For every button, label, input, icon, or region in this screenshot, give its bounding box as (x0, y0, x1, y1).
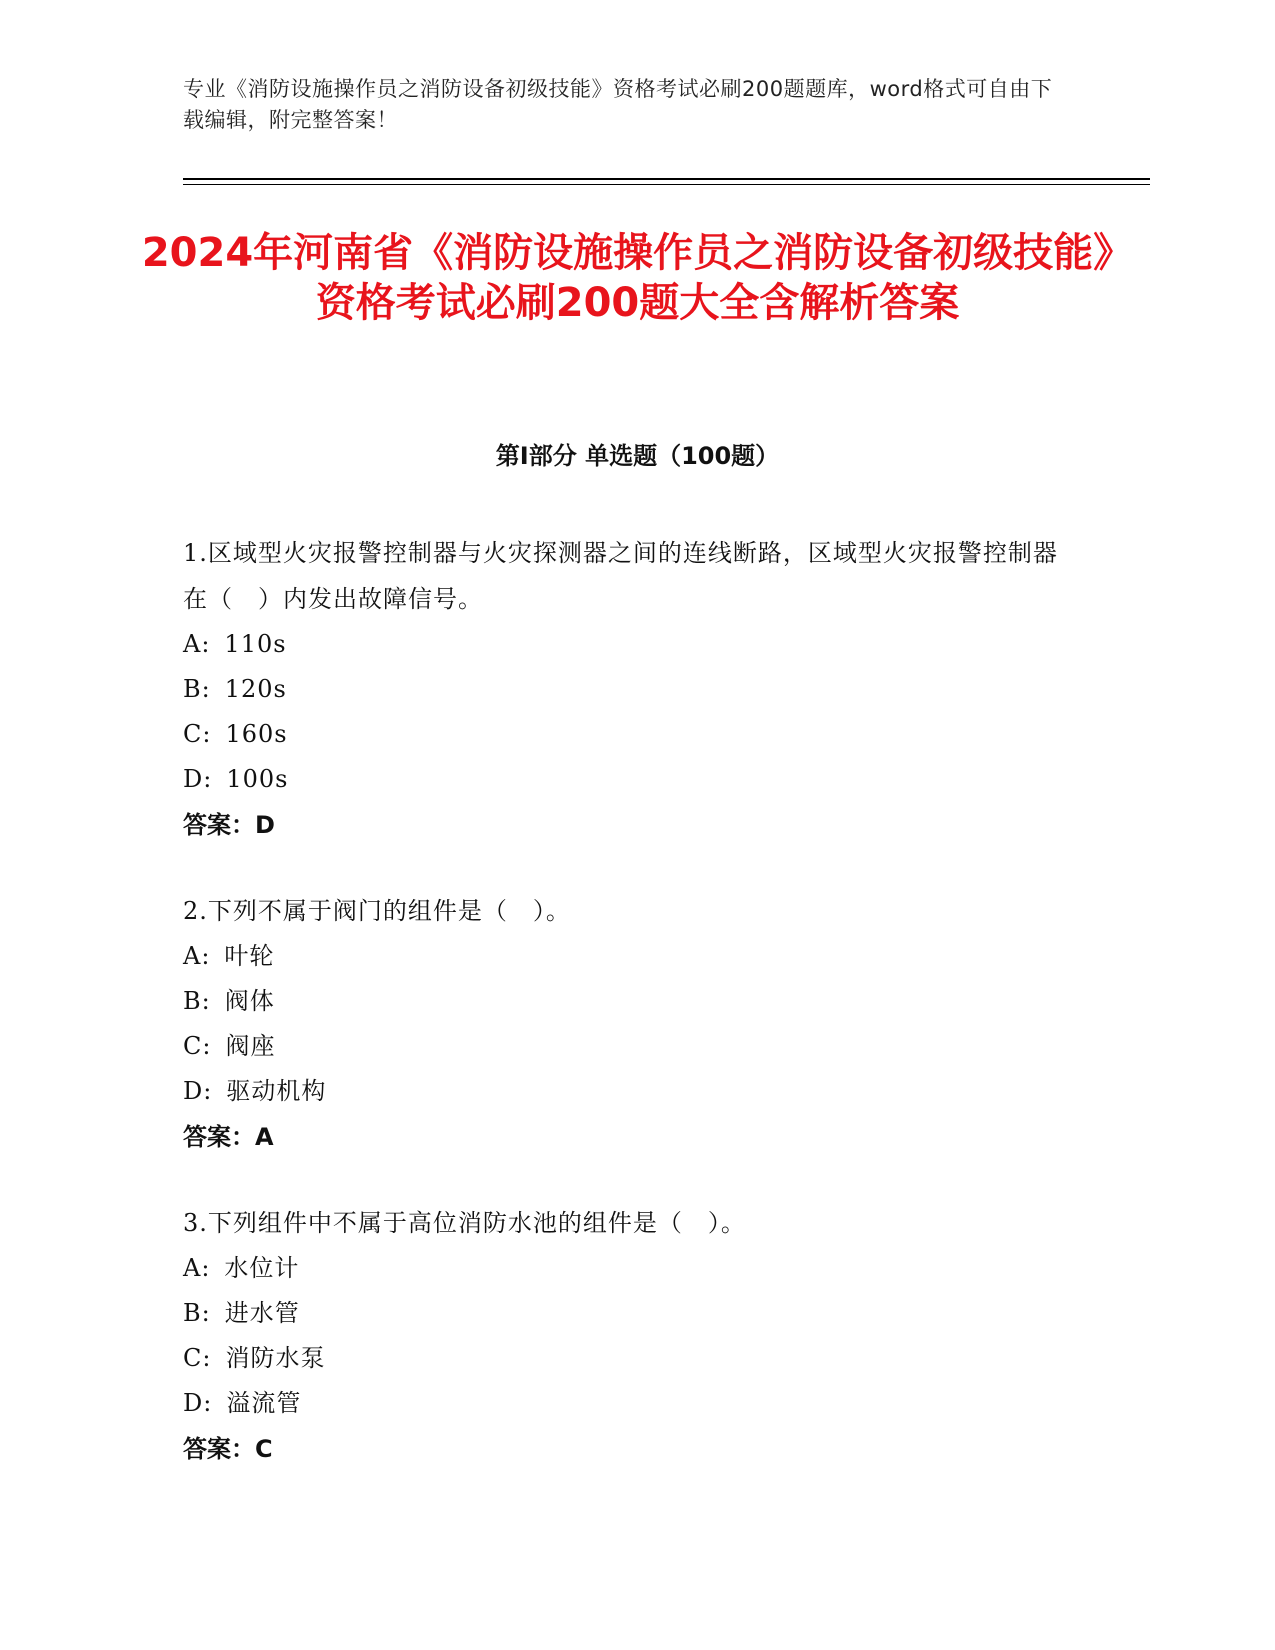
option-d (183, 1381, 1063, 1426)
option-text: 阀体 (224, 987, 275, 1015)
question-stem: 2.下列不属于阀门的组件是（ ）。 (183, 897, 571, 925)
option-d (183, 757, 1063, 802)
option-key: D: (183, 765, 213, 793)
option-c (183, 1024, 1063, 1069)
option-key: B: (183, 987, 211, 1015)
option-key: C: (183, 1032, 212, 1060)
header-rule-thick (183, 178, 1150, 180)
option-text: 水位计 (224, 1254, 300, 1282)
option-text: 溢流管 (226, 1389, 302, 1417)
header-note: 专业《消防设施操作员之消防设备初级技能》资格考试必刷200题题库，word格式可自由下载编辑，附完整答案！ (183, 77, 1053, 132)
answer-line: 答案：C (183, 1435, 273, 1463)
question-item (183, 888, 1063, 1160)
option-key: A: (183, 630, 211, 658)
option-key: A: (183, 1254, 211, 1282)
option-c (183, 712, 1063, 757)
option-a (183, 622, 1063, 667)
section-heading: 第Ⅰ部分 单选题（100题） (495, 442, 780, 470)
question-list (183, 530, 1063, 1512)
option-key: D: (183, 1077, 213, 1105)
option-text: 160s (225, 720, 288, 748)
option-text: 100s (226, 765, 289, 793)
question-stem: 1.区域型火灾报警控制器与火灾探测器之间的连线断路，区域型火灾报警控制器在（ ）内发出故障信号。 (183, 539, 1058, 613)
option-text: 叶轮 (224, 942, 275, 970)
option-text: 驱动机构 (226, 1077, 327, 1105)
answer-line: 答案：A (183, 1123, 274, 1151)
option-c (183, 1336, 1063, 1381)
question-item (183, 530, 1063, 848)
option-text: 进水管 (224, 1299, 300, 1327)
option-b (183, 1291, 1063, 1336)
document-title: 2024年河南省《消防设施操作员之消防设备初级技能》资格考试必刷200题大全含解析答案 (141, 230, 1134, 326)
answer-line: 答案：D (183, 811, 275, 839)
option-key: D: (183, 1389, 213, 1417)
header-rule-thin (183, 184, 1150, 185)
option-b (183, 979, 1063, 1024)
option-key: B: (183, 1299, 211, 1327)
option-d (183, 1069, 1063, 1114)
option-text: 120s (224, 675, 287, 703)
option-b (183, 667, 1063, 712)
option-text: 消防水泵 (225, 1344, 326, 1372)
option-key: C: (183, 720, 212, 748)
question-stem: 3.下列组件中不属于高位消防水池的组件是（ ）。 (183, 1209, 746, 1237)
question-item (183, 1200, 1063, 1472)
option-key: B: (183, 675, 211, 703)
option-key: C: (183, 1344, 212, 1372)
option-a (183, 934, 1063, 979)
option-key: A: (183, 942, 211, 970)
option-text: 110s (224, 630, 287, 658)
option-text: 阀座 (225, 1032, 276, 1060)
option-a (183, 1246, 1063, 1291)
